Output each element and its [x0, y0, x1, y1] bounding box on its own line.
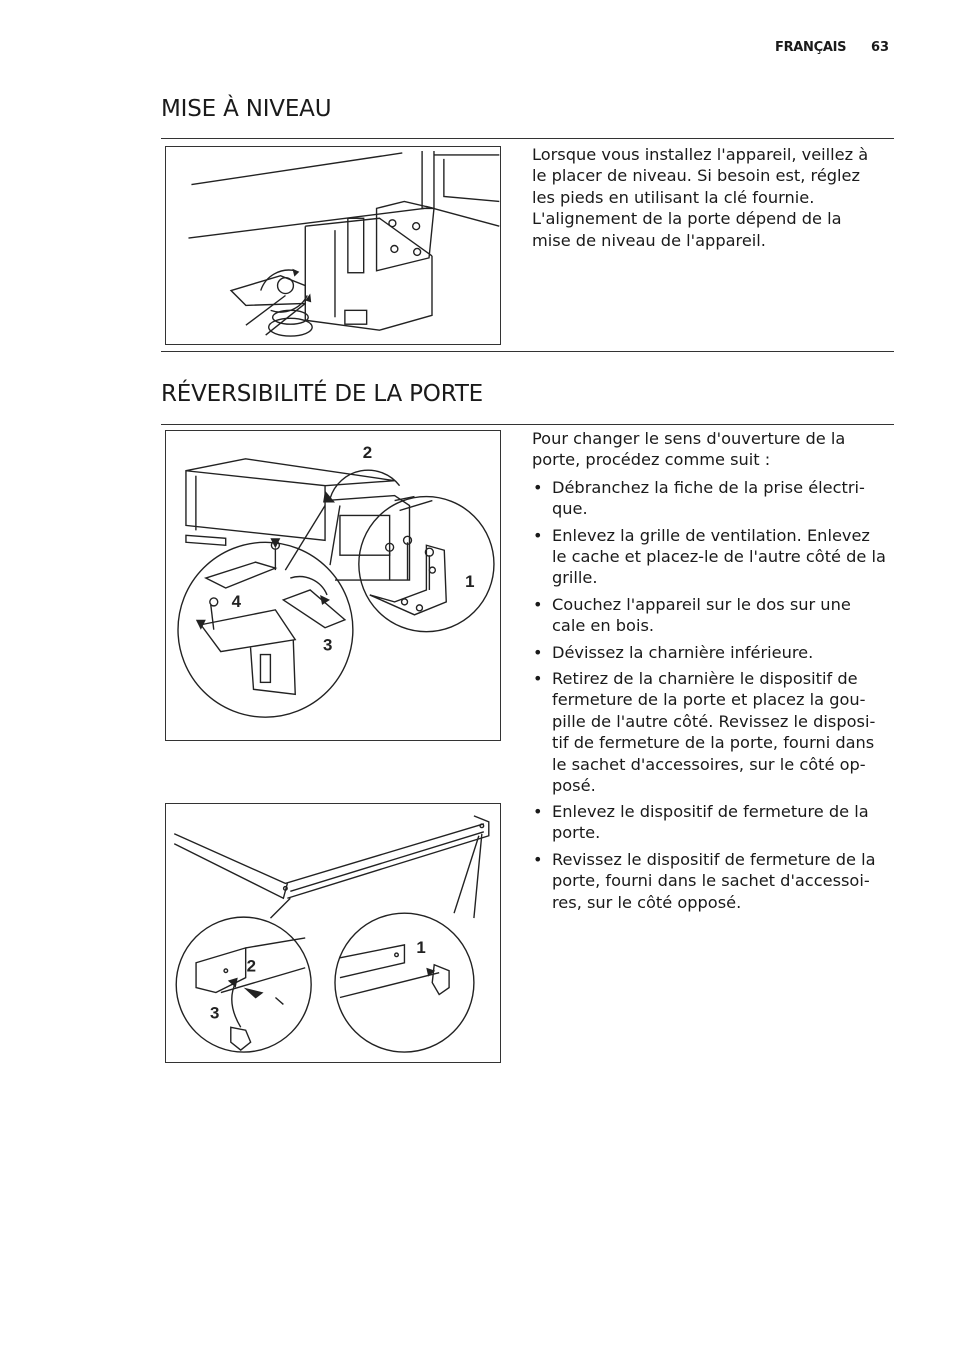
door-catch-steps — [532, 801, 888, 913]
leveling-description — [532, 144, 884, 251]
figure-door-catch — [165, 803, 501, 1063]
leveling-illustration — [166, 147, 500, 344]
list-item: • Débranchez la fiche de la prise électri-que. — [532, 477, 888, 520]
door-reversal-intro: Pour changer le sens d'ouverture de la porte, procédez comme suit : — [532, 429, 846, 470]
list-item: • Revissez le dispositif de fermeture de la porte, fourni dans le sachet d'accessoi-res, sur le côté opposé. — [532, 849, 888, 913]
door-catch-instructions — [532, 801, 888, 918]
section-divider-bottom — [161, 351, 894, 352]
hinge-label-4: 4 — [231, 591, 242, 611]
catch-label-3: 3 — [209, 1003, 220, 1023]
door-reversal-instructions — [532, 428, 888, 802]
list-item: • Enlevez la grille de ventilation. Enlevez le cache et placez-le de l'autre côté de la grille. — [532, 525, 888, 589]
list-item: • Retirez de la charnière le dispositif de fermeture de la porte et placez la gou-pille de l'autre côté. Revissez le disposi-tif de fermeture de la porte, fourni dans le sachet d'accessoires, sur le côté op-posé. — [532, 668, 888, 796]
hinge-label-1: 1 — [465, 571, 475, 591]
door-reversal-steps — [532, 477, 888, 797]
list-item: • Enlevez le dispositif de fermeture de la porte. — [532, 801, 888, 844]
figure-leveling-foot — [165, 146, 501, 345]
section-title-leveling: MISE À NIVEAU — [161, 96, 332, 122]
figure-hinge-removal — [165, 430, 501, 741]
leveling-text: Lorsque vous installez l'appareil, veillez à le placer de niveau. Si besoin est, réglez les pieds en utilisant la clé fournie. L'alignement de la porte dépend de la mise de niveau de l'appareil. — [532, 145, 869, 250]
list-item: • Couchez l'appareil sur le dos sur une cale en bois. — [532, 594, 888, 637]
hinge-label-2: 2 — [362, 442, 373, 462]
list-item: • Dévissez la charnière inférieure. — [532, 642, 888, 663]
page-number: 63 — [871, 40, 890, 55]
section-divider-reversal — [161, 424, 894, 425]
section-divider-top — [161, 138, 894, 139]
header-language: FRANÇAIS — [775, 40, 847, 55]
catch-label-2: 2 — [246, 956, 257, 976]
catch-label-1: 1 — [416, 937, 426, 957]
hinge-label-3: 3 — [323, 635, 333, 655]
hinge-illustration — [166, 431, 500, 740]
door-catch-illustration — [166, 804, 500, 1062]
section-title-door-reversal: RÉVERSIBILITÉ DE LA PORTE — [161, 381, 483, 407]
